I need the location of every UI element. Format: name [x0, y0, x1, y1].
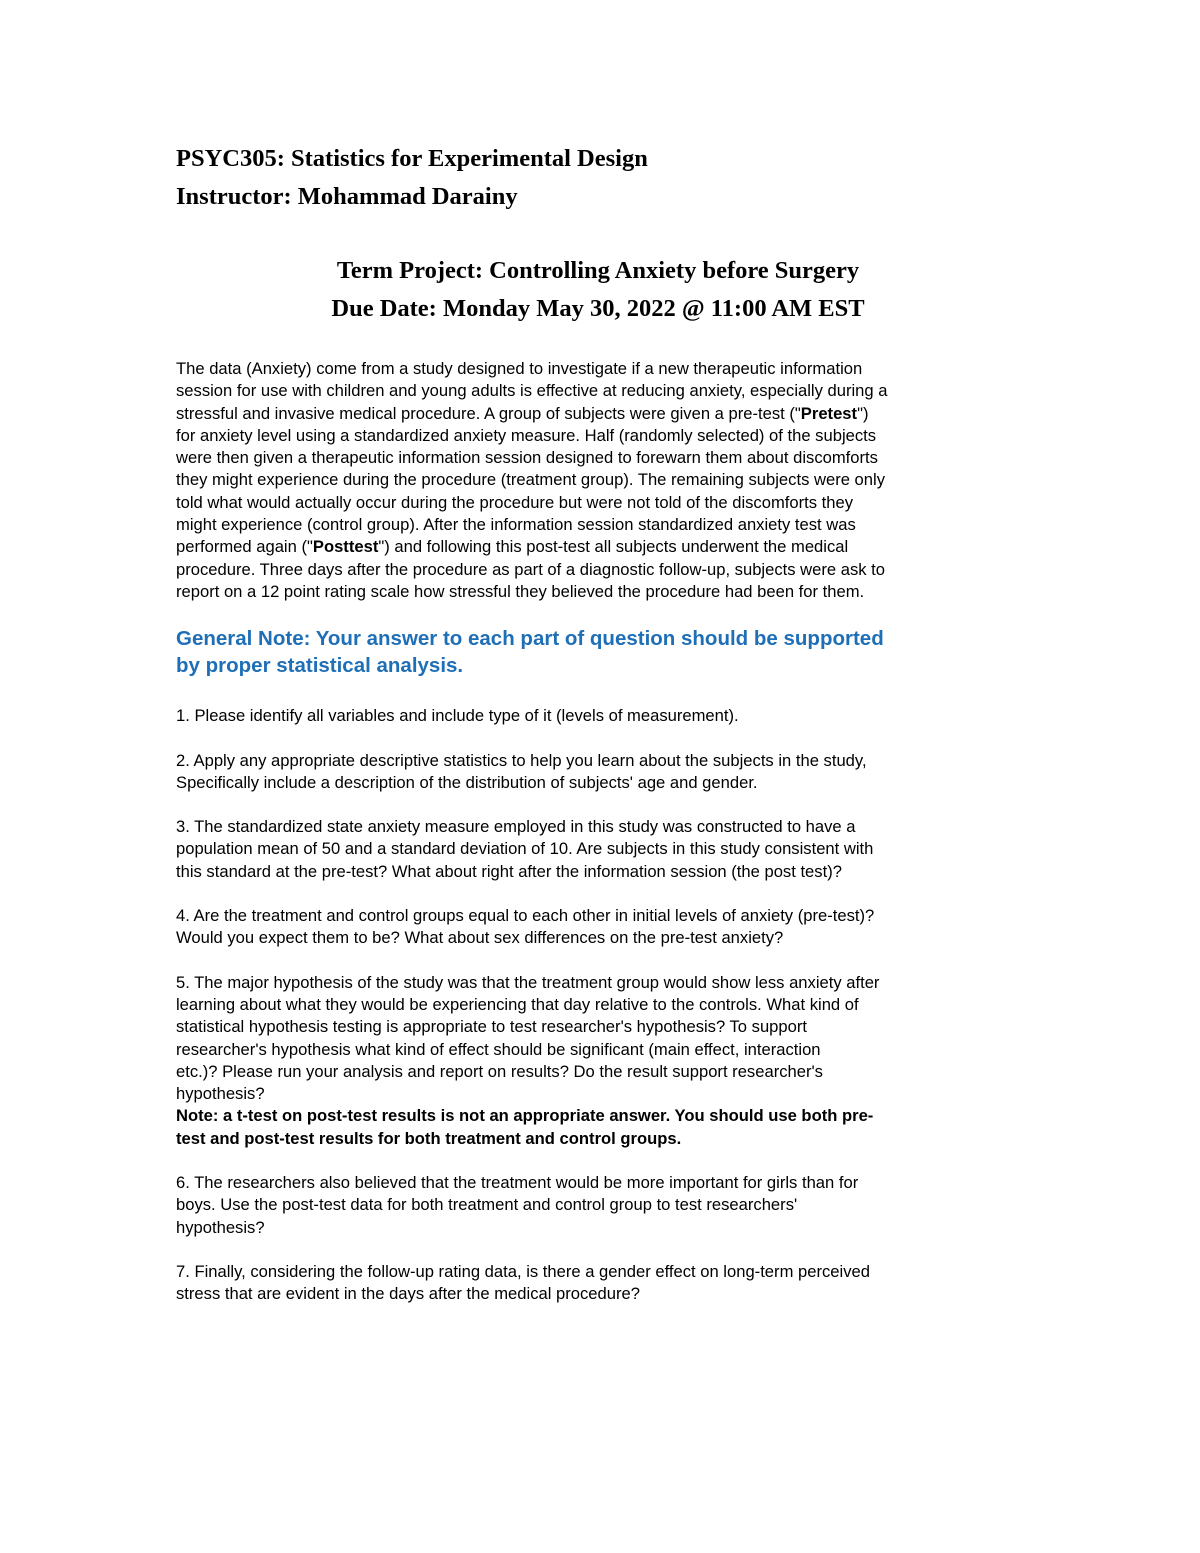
question-line: Would you expect them to be? What about sex differences on the pre-test anxiety?	[176, 928, 784, 948]
question-line: boys. Use the post-test data for both treatment and control group to test researchers'	[176, 1195, 798, 1215]
question-7	[176, 1261, 1026, 1306]
question-line: etc.)? Please run your analysis and report on results? Do the result support researcher's	[176, 1061, 823, 1081]
course-header	[176, 140, 1026, 216]
general-note	[176, 625, 1026, 679]
intro-paragraph	[176, 358, 1026, 603]
project-header	[173, 252, 1023, 328]
question-5-note: Note: a t-test on post-test results is not an appropriate answer. You should use both pre-	[176, 1106, 874, 1126]
question-4	[176, 905, 1026, 950]
intro-text: ")	[857, 403, 869, 423]
intro-text: stressful and invasive medical procedure. A group of subjects were given a pre-test ("	[176, 403, 801, 423]
intro-line: were then given a therapeutic information session designed to forewarn them about discomforts	[176, 448, 878, 468]
question-1	[176, 705, 1026, 727]
question-line: 3. The standardized state anxiety measure employed in this study was constructed to have a	[176, 817, 856, 837]
intro-line: report on a 12 point rating scale how stressful they believed the procedure had been for them.	[176, 581, 865, 601]
question-line: stress that are evident in the days after the medical procedure?	[176, 1284, 640, 1304]
question-2	[176, 750, 1026, 795]
question-6	[176, 1172, 1026, 1239]
question-line: hypothesis?	[176, 1084, 265, 1104]
intro-line: The data (Anxiety) come from a study designed to investigate if a new therapeutic information	[176, 359, 863, 378]
question-line: statistical hypothesis testing is appropriate to test researcher's hypothesis? To support	[176, 1017, 807, 1037]
intro-text: performed again ("	[176, 537, 313, 557]
question-line: population mean of 50 and a standard deviation of 10. Are subjects in this study consistent with	[176, 839, 874, 859]
pretest-term: Pretest	[800, 403, 858, 423]
intro-line: for anxiety level using a standardized anxiety measure. Half (randomly selected) of the subjects	[176, 425, 877, 445]
instructor-name: Instructor: Mohammad Darainy	[176, 183, 518, 210]
intro-line: they might experience during the procedure (treatment group). The remaining subjects were only	[176, 470, 885, 490]
question-5	[176, 972, 1026, 1150]
intro-line	[176, 536, 1026, 558]
question-line: researcher's hypothesis what kind of effect should be significant (main effect, interaction	[176, 1039, 821, 1059]
general-note-line: by proper statistical analysis.	[176, 654, 464, 678]
intro-line: procedure. Three days after the procedure as part of a diagnostic follow-up, subjects were ask to	[176, 559, 886, 579]
intro-line: told what would actually occur during the procedure but were not told of the discomforts they	[176, 492, 854, 512]
question-line: this standard at the pre-test? What about right after the information session (the post test)?	[176, 861, 842, 881]
general-note-line: General Note: Your answer to each part of question should be supported	[176, 627, 884, 651]
question-line: learning about what they would be experiencing that day relative to the controls. What kind of	[176, 994, 859, 1014]
question-line: 7. Finally, considering the follow-up rating data, is there a gender effect on long-term perceived	[176, 1261, 870, 1281]
question-line: 5. The major hypothesis of the study was that the treatment group would show less anxiety after	[176, 972, 880, 992]
due-date: Due Date: Monday May 30, 2022 @ 11:00 AM EST	[331, 295, 865, 322]
project-title: Term Project: Controlling Anxiety before Surgery	[336, 257, 860, 284]
intro-line: might experience (control group). After the information session standardized anxiety test was	[176, 515, 856, 535]
question-line: 1. Please identify all variables and include type of it (levels of measurement).	[176, 706, 739, 726]
intro-text: ") and following this post-test all subjects underwent the medical	[378, 537, 849, 557]
question-line: 6. The researchers also believed that the treatment would be more important for girls than for	[176, 1173, 859, 1193]
course-title: PSYC305: Statistics for Experimental Design	[176, 145, 648, 172]
question-line: 2. Apply any appropriate descriptive statistics to help you learn about the subjects in the study,	[176, 750, 867, 770]
question-5-note: test and post-test results for both treatment and control groups.	[176, 1128, 682, 1148]
question-3	[176, 816, 1026, 883]
question-line: 4. Are the treatment and control groups equal to each other in initial levels of anxiety (pre-test)?	[176, 906, 875, 926]
posttest-term: Posttest	[312, 537, 379, 557]
intro-line	[176, 403, 1026, 425]
question-line: hypothesis?	[176, 1217, 265, 1237]
question-line: Specifically include a description of the distribution of subjects' age and gender.	[176, 772, 758, 792]
document-page	[176, 140, 1026, 1306]
intro-line: session for use with children and young adults is effective at reducing anxiety, especially during a	[176, 381, 888, 401]
